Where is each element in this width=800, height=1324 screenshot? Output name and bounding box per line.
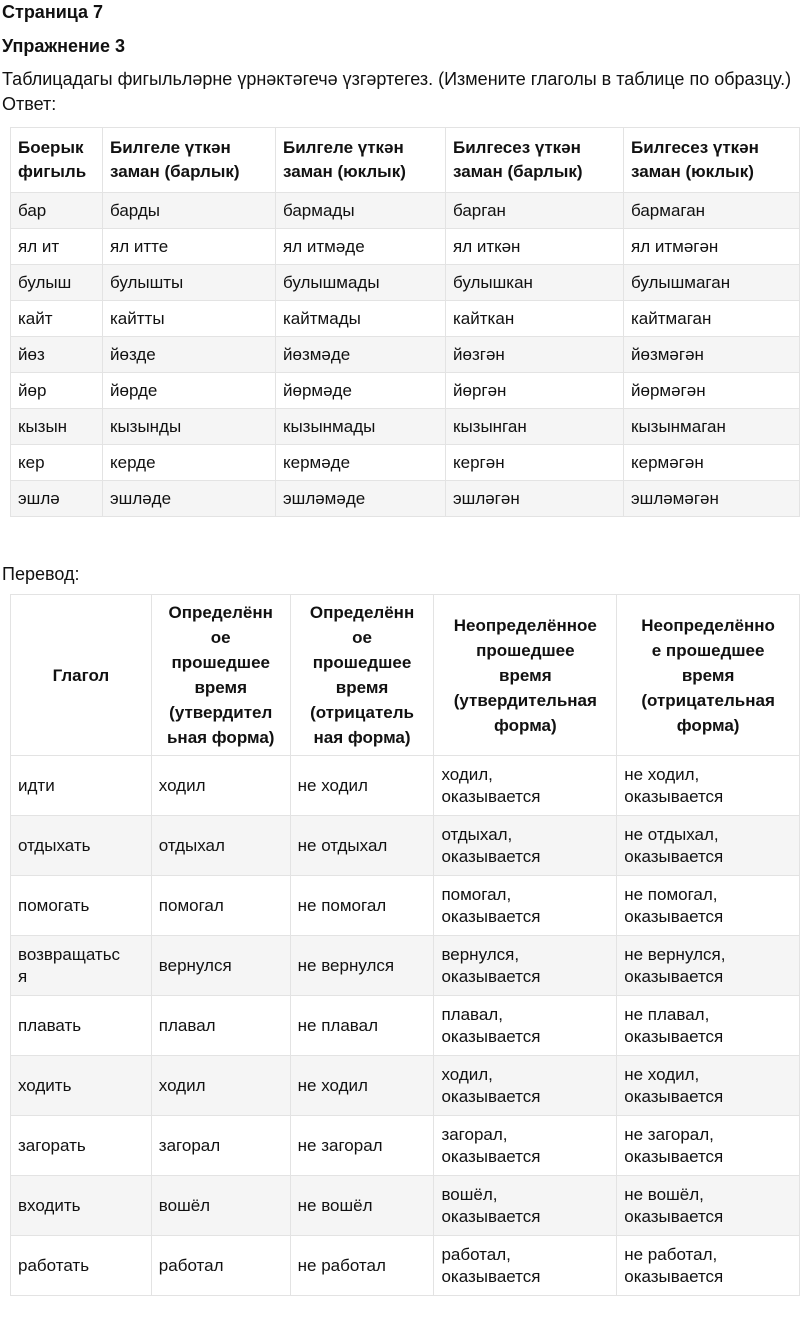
cell-text: ходил,	[441, 1064, 493, 1084]
cell-text: плавать	[18, 1015, 82, 1035]
cell-text: ое	[352, 628, 372, 647]
cell-text: вернулся,	[441, 944, 520, 964]
table-cell: булышмады	[276, 265, 446, 301]
cell-text: форма)	[494, 715, 557, 735]
table-cell	[434, 756, 617, 816]
cell-text: не ходил,	[624, 764, 700, 784]
table-cell: йөз	[11, 337, 103, 373]
table-cell	[290, 816, 434, 876]
table-cell: кергән	[446, 445, 624, 481]
table-cell	[151, 1056, 290, 1116]
table-cell	[290, 1236, 434, 1296]
cell-text: отдыхал	[158, 835, 225, 855]
table-row	[11, 876, 800, 936]
table-row	[11, 337, 800, 373]
cell-text: оказывается	[624, 1266, 724, 1286]
cell-text: не отдыхал	[297, 835, 388, 855]
cell-text: прошедшее	[312, 653, 412, 672]
cell-text: ная форма)	[313, 728, 411, 747]
table-cell	[434, 1236, 617, 1296]
table-row	[11, 996, 800, 1056]
cell-text: заман (барлык)	[453, 162, 583, 181]
cell-text: заман (барлык)	[110, 162, 240, 181]
cell-text: оказывается	[441, 1086, 541, 1106]
cell-text: е прошедшее	[651, 640, 765, 660]
table-row	[11, 1116, 800, 1176]
cell-text: оказывается	[441, 846, 541, 866]
table-row	[11, 936, 800, 996]
table-cell	[11, 1236, 152, 1296]
table-cell: кайтмады	[276, 301, 446, 337]
table-cell	[434, 996, 617, 1056]
table-cell: ял ит	[11, 229, 103, 265]
cell-text: вернулся	[158, 955, 232, 975]
table-cell	[290, 936, 434, 996]
table-cell: барды	[103, 193, 276, 229]
table-cell	[11, 1056, 152, 1116]
table-cell	[617, 756, 800, 816]
table-cell	[617, 1236, 800, 1296]
exercise-title: Упражнение 3	[2, 36, 125, 56]
cell-text: загорать	[18, 1135, 86, 1155]
cell-text: не загорал,	[624, 1124, 714, 1144]
table-cell	[11, 1116, 152, 1176]
table-cell	[290, 756, 434, 816]
cell-text: помогал	[158, 895, 224, 915]
cell-text: ходил,	[441, 764, 493, 784]
cell-text: Определённ	[168, 603, 273, 622]
cell-text: идти	[18, 775, 55, 795]
table-row	[11, 1236, 800, 1296]
table-cell	[434, 1176, 617, 1236]
column-header	[617, 595, 800, 756]
cell-text: работал,	[441, 1244, 511, 1264]
cell-text: ое	[210, 628, 231, 647]
cell-text: оказывается	[441, 1266, 541, 1286]
table-row	[11, 301, 800, 337]
cell-text: я	[18, 966, 28, 986]
table-cell	[11, 996, 152, 1056]
table-cell	[290, 996, 434, 1056]
table-cell	[434, 936, 617, 996]
table-row	[11, 1176, 800, 1236]
cell-text: форма)	[676, 715, 740, 735]
table-row	[11, 373, 800, 409]
cell-text: заман (юклык)	[631, 162, 754, 181]
cell-text: оказывается	[441, 1206, 541, 1226]
table-cell	[617, 1116, 800, 1176]
table-cell	[290, 1116, 434, 1176]
cell-text: прошедшее	[171, 653, 270, 672]
cell-text: не вернулся	[297, 955, 395, 975]
answer-label: Ответ:	[2, 94, 57, 114]
cell-text: оказывается	[624, 1146, 724, 1166]
table-cell: барган	[446, 193, 624, 229]
cell-text: ьная форма)	[166, 728, 275, 747]
table-cell: йөрмәде	[276, 373, 446, 409]
cell-text: не помогал,	[624, 884, 718, 904]
cell-text: Неопределённое	[453, 615, 597, 635]
table-cell: кайткан	[446, 301, 624, 337]
table-row	[11, 409, 800, 445]
cell-text: помогать	[18, 895, 90, 915]
table-cell: бармаган	[624, 193, 800, 229]
cell-text: не вошёл,	[624, 1184, 704, 1204]
table-cell	[11, 876, 152, 936]
cell-text: оказывается	[624, 906, 724, 926]
table-cell: ял итмәде	[276, 229, 446, 265]
cell-text: не ходил	[297, 775, 368, 795]
cell-text: Глагол	[52, 665, 110, 685]
table-cell: кызынмады	[276, 409, 446, 445]
cell-text: не ходил	[297, 1075, 368, 1095]
cell-text: Билгесез үткән	[453, 138, 581, 157]
conjugation-table	[10, 127, 800, 517]
table-cell: кызынмаган	[624, 409, 800, 445]
table-cell: эшләмәде	[276, 481, 446, 517]
table-cell	[617, 876, 800, 936]
table-cell: булыш	[11, 265, 103, 301]
table-row	[11, 816, 800, 876]
table-cell	[11, 936, 152, 996]
cell-text: оказывается	[624, 1026, 724, 1046]
column-header	[11, 595, 152, 756]
cell-text: отдыхать	[18, 835, 91, 855]
cell-text: не загорал	[297, 1135, 383, 1155]
table-cell: йөрде	[103, 373, 276, 409]
table-cell	[434, 1056, 617, 1116]
cell-text: прошедшее	[476, 640, 575, 660]
cell-text: оказывается	[624, 846, 724, 866]
table-cell: булышкан	[446, 265, 624, 301]
table-header-row	[11, 595, 800, 756]
cell-text: не вернулся,	[624, 944, 726, 964]
table-cell: ял итмәгән	[624, 229, 800, 265]
table-cell	[151, 1236, 290, 1296]
table-cell: бар	[11, 193, 103, 229]
table-cell: кайтмаган	[624, 301, 800, 337]
translation-table	[10, 594, 800, 1296]
table-cell	[290, 1056, 434, 1116]
cell-text: оказывается	[624, 1086, 724, 1106]
table-row	[11, 445, 800, 481]
table-cell: йөзгән	[446, 337, 624, 373]
table-cell: ял иткән	[446, 229, 624, 265]
column-header	[151, 595, 290, 756]
cell-text: загорал	[158, 1135, 221, 1155]
cell-text: (утвердительная	[453, 690, 597, 710]
cell-text: Билгеле үткән	[283, 138, 404, 157]
table-cell: кызынды	[103, 409, 276, 445]
table-cell	[617, 1176, 800, 1236]
cell-text: фигыль	[18, 162, 87, 181]
cell-text: вошёл	[158, 1195, 211, 1215]
cell-text: входить	[18, 1195, 81, 1215]
cell-text: время	[499, 665, 552, 685]
cell-text: вошёл,	[441, 1184, 498, 1204]
cell-text: время	[681, 665, 735, 685]
cell-text: (отрицатель	[310, 703, 414, 722]
column-header	[446, 128, 624, 193]
cell-text: не вошёл	[297, 1195, 373, 1215]
table-cell	[151, 756, 290, 816]
cell-text: Определённ	[309, 603, 415, 622]
cell-text: работал	[158, 1255, 224, 1275]
cell-text: загорал,	[441, 1124, 508, 1144]
table-row	[11, 265, 800, 301]
table-row	[11, 1056, 800, 1116]
table-cell: эшләгән	[446, 481, 624, 517]
cell-text: Билгеле үткән	[110, 138, 231, 157]
cell-text: оказывается	[441, 966, 541, 986]
cell-text: оказывается	[441, 906, 541, 926]
cell-text: не плавал,	[624, 1004, 710, 1024]
cell-text: отдыхал,	[441, 824, 513, 844]
table-cell: йөзмәгән	[624, 337, 800, 373]
cell-text: оказывается	[624, 1206, 724, 1226]
table-row	[11, 756, 800, 816]
cell-text: не работал,	[624, 1244, 718, 1264]
cell-text: не плавал	[297, 1015, 379, 1035]
table-cell	[11, 816, 152, 876]
cell-text: (отрицательная	[641, 690, 775, 710]
table-cell: кызын	[11, 409, 103, 445]
column-header	[11, 128, 103, 193]
cell-text: оказывается	[624, 786, 724, 806]
table-cell: эшләмәгән	[624, 481, 800, 517]
column-header	[624, 128, 800, 193]
table-cell: ял итте	[103, 229, 276, 265]
table-cell: кер	[11, 445, 103, 481]
table-cell: йөрмәгән	[624, 373, 800, 409]
table-cell	[434, 816, 617, 876]
cell-text: оказывается	[441, 1026, 541, 1046]
cell-text: не помогал	[297, 895, 387, 915]
table-cell: йөзмәде	[276, 337, 446, 373]
column-header	[290, 595, 434, 756]
cell-text: заман (юклык)	[283, 162, 406, 181]
table-row	[11, 229, 800, 265]
table-cell	[617, 936, 800, 996]
column-header	[276, 128, 446, 193]
table-cell: кайт	[11, 301, 103, 337]
table-cell: керде	[103, 445, 276, 481]
cell-text: плавал,	[441, 1004, 503, 1024]
table-row	[11, 193, 800, 229]
cell-text: Билгесез үткән	[631, 138, 759, 157]
table-cell: кермәгән	[624, 445, 800, 481]
cell-text: оказывается	[441, 1146, 541, 1166]
instruction-text: Таблицадагы фигыльләрне үрнәктәгечә үзгәртегез. (Измените глаголы в таблице по образцу.)	[2, 69, 792, 89]
table-cell	[290, 1176, 434, 1236]
cell-text: ходил	[158, 1075, 206, 1095]
table-cell: булышты	[103, 265, 276, 301]
table-cell: кызынган	[446, 409, 624, 445]
cell-text: Боерык	[18, 138, 84, 157]
cell-text: возвращатьс	[18, 944, 121, 964]
table-cell	[151, 936, 290, 996]
table-cell	[434, 876, 617, 936]
cell-text: плавал	[158, 1015, 216, 1035]
table-cell: эшләде	[103, 481, 276, 517]
page-title: Страница 7	[2, 2, 104, 22]
cell-text: ходил	[158, 775, 206, 795]
column-header	[103, 128, 276, 193]
cell-text: (утвердител	[169, 703, 273, 722]
cell-text: не работал	[297, 1255, 386, 1275]
table-cell	[151, 816, 290, 876]
cell-text: не ходил,	[624, 1064, 700, 1084]
table-cell	[151, 996, 290, 1056]
table-cell	[434, 1116, 617, 1176]
table-cell	[617, 816, 800, 876]
cell-text: ходить	[18, 1075, 72, 1095]
table-cell	[151, 876, 290, 936]
cell-text: помогал,	[441, 884, 512, 904]
cell-text: оказывается	[624, 966, 724, 986]
table-cell	[151, 1116, 290, 1176]
table-cell: бармады	[276, 193, 446, 229]
cell-text: Неопределённо	[641, 615, 775, 635]
table-header-row	[11, 128, 800, 193]
table-cell	[11, 1176, 152, 1236]
table-cell	[11, 756, 152, 816]
column-header	[434, 595, 617, 756]
cell-text: время	[194, 678, 247, 697]
table-cell	[290, 876, 434, 936]
table-cell: йөр	[11, 373, 103, 409]
table-row	[11, 481, 800, 517]
table-cell: булышмаган	[624, 265, 800, 301]
table-cell	[617, 1056, 800, 1116]
cell-text: оказывается	[441, 786, 541, 806]
table-cell	[151, 1176, 290, 1236]
cell-text: время	[335, 678, 389, 697]
table-cell: кермәде	[276, 445, 446, 481]
translation-label: Перевод:	[2, 564, 80, 584]
table-cell: йөзде	[103, 337, 276, 373]
cell-text: не отдыхал,	[624, 824, 719, 844]
table-cell: йөргән	[446, 373, 624, 409]
table-cell	[617, 996, 800, 1056]
table-cell: эшлә	[11, 481, 103, 517]
cell-text: работать	[18, 1255, 90, 1275]
table-cell: кайтты	[103, 301, 276, 337]
